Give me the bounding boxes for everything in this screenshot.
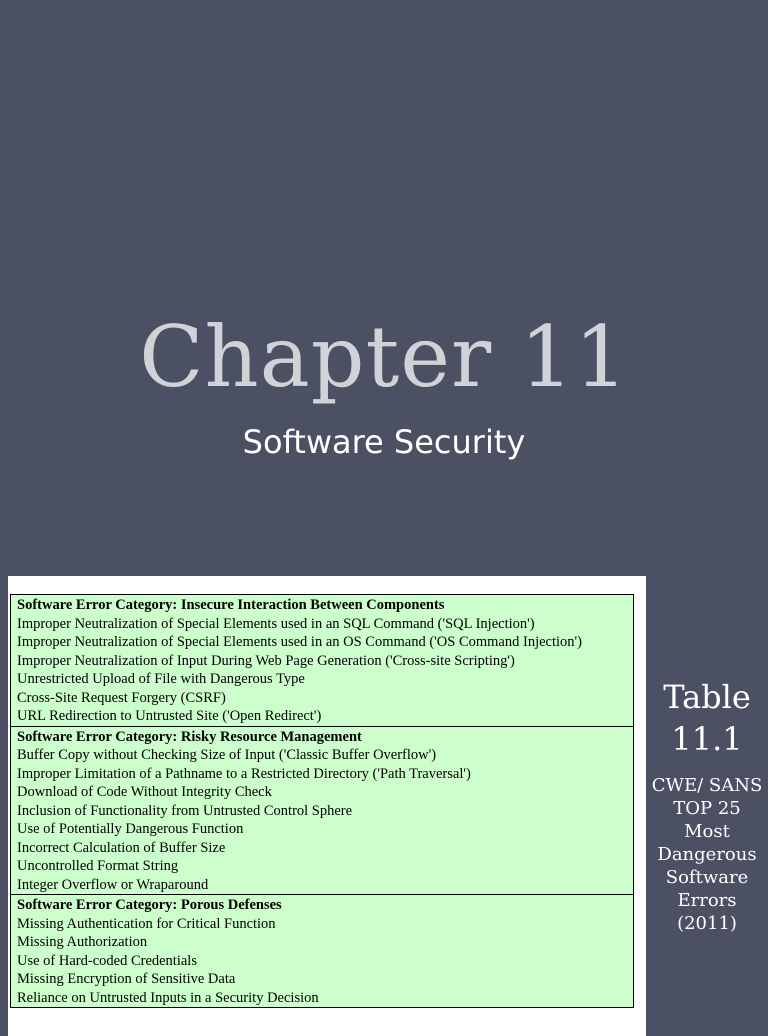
table-row: Buffer Copy without Checking Size of Input ('Classic Buffer Overflow') [17, 747, 437, 763]
cwe-error-table [10, 594, 634, 1008]
category-heading: Software Error Category: Risky Resource Management [17, 728, 362, 745]
table-caption-title-word: Table [663, 678, 751, 716]
table-row: Cross-Site Request Forgery (CSRF) [17, 689, 226, 706]
table-caption-title-number: 11.1 [671, 720, 743, 758]
table-row: Improper Neutralization of Special Elements used in an OS Command ('OS Command Injection') [17, 634, 582, 650]
table-image-panel [8, 576, 646, 1036]
table-row: Unrestricted Upload of File with Dangerous Type [17, 671, 305, 687]
chapter-subtitle: Software Security [242, 423, 526, 461]
chapter-title: Chapter 11 [139, 308, 629, 406]
table-row: Reliance on Untrusted Inputs in a Security Decision [17, 989, 319, 1006]
table-caption-title [646, 676, 768, 760]
table-row: Integer Overflow or Wraparound [17, 876, 209, 893]
table-row: Inclusion of Functionality from Untrusted Control Sphere [17, 802, 353, 819]
table-row: Download of Code Without Integrity Check [17, 784, 272, 800]
table-row: Improper Limitation of a Pathname to a Restricted Directory ('Path Traversal') [17, 765, 471, 782]
table-row: Use of Potentially Dangerous Function [17, 821, 244, 837]
table-row: URL Redirection to Untrusted Site ('Open Redirect') [17, 708, 322, 724]
table-row: Missing Authentication for Critical Function [17, 915, 276, 932]
table-row: Uncontrolled Format String [17, 858, 179, 874]
table-caption [646, 676, 768, 935]
table-row: Missing Authorization [17, 934, 148, 950]
category-heading: Software Error Category: Insecure Interaction Between Components [17, 597, 445, 613]
table-category-section [11, 894, 633, 1007]
table-row: Missing Encryption of Sensitive Data [17, 971, 236, 987]
table-row: Use of Hard-coded Credentials [17, 952, 197, 969]
table-row: Improper Neutralization of Special Elements used in an SQL Command ('SQL Injection') [17, 615, 535, 632]
category-heading: Software Error Category: Porous Defenses [17, 897, 282, 913]
table-row: Improper Neutralization of Input During Web Page Generation ('Cross-site Scripting') [17, 652, 515, 669]
table-caption-description: CWE/ SANS TOP 25 Most Dangerous Software Errors (2011) [651, 775, 763, 934]
table-category-section [11, 595, 633, 726]
table-category-section [11, 726, 633, 895]
table-row: Incorrect Calculation of Buffer Size [17, 839, 226, 856]
